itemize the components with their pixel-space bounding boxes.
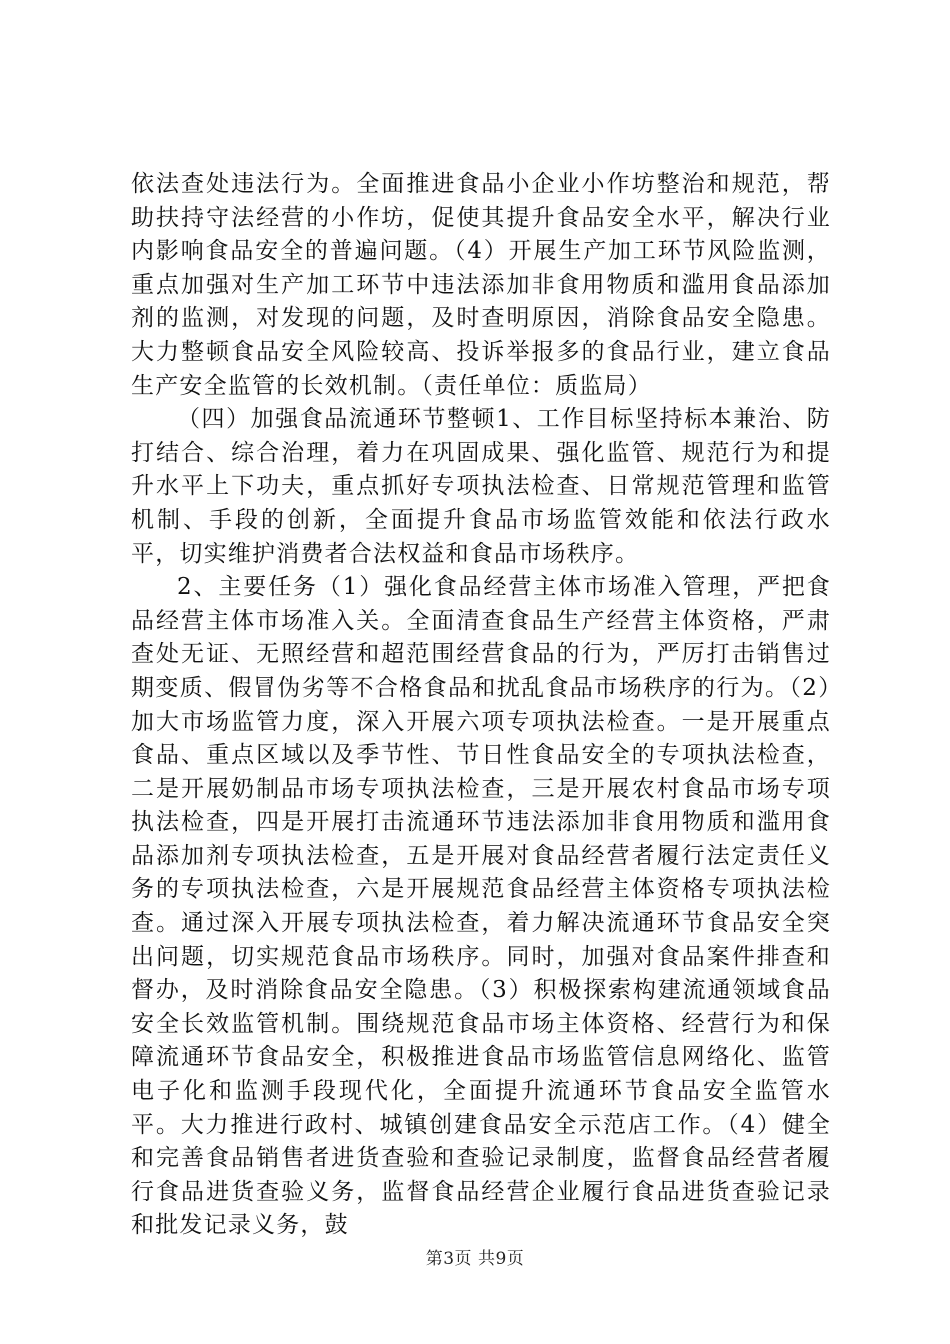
body-paragraph-3: 2、主要任务（1）强化食品经营主体市场准入管理，严把食品经营主体市场准入关。全面清查食品生产经营主体资格，严肃查处无证、无照经营和超范围经营食品的行为，严厉打击销售过期变质、假冒伪劣等不合格食品和扰乱食品市场秩序的行为。（2）加大市场监管力度，深入开展六项专项执法检查。一是开展重点食品、重点区域以及季节性、节日性食品安全的专项执法检查，二是开展奶制品市场专项执法检查，三是开展农村食品市场专项执法检查，四是开展打击流通环节违法添加非食用物质和滥用食品添加剂专项执法检查，五是开展对食品经营者履行法定责任义务的专项执法检查，六是开展规范食品经营主体资格专项执法检查。通过深入开展专项执法检查，着力解决流通环节食品安全突出问题，切实规范食品市场秩序。同时，加强对食品案件排查和督办，及时消除食品安全隐患。（3）积极探索构建流通领域食品安全长效监管机制。围绕规范食品市场主体资格、经营行为和保障流通环节食品安全，积极推进食品市场监管信息网络化、监管电子化和监测手段现代化，全面提升流通环节食品安全监管水平。大力推进行政村、城镇创建食品安全示范店工作。（4）健全和完善食品销售者进货查验和查验记录制度，监督食品经营者履行食品进货查验义务，监督食品经营企业履行食品进货查验记录和批发记录义务，鼓 <box>131 574 831 1239</box>
document-body <box>131 168 831 1243</box>
body-paragraph-1: 依法查处违法行为。全面推进食品小企业小作坊整治和规范，帮助扶持守法经营的小作坊，促使其提升食品安全水平，解决行业内影响食品安全的普遍问题。（4）开展生产加工环节风险监测，重点加强对生产加工环节中违法添加非食用物质和滥用食品添加剂的监测，对发现的问题，及时查明原因，消除食品安全隐患。大力整顿食品安全风险较高、投诉举报多的食品行业，建立食品生产安全监管的长效机制。（责任单位：质监局） <box>131 171 831 399</box>
body-paragraph-2: （四）加强食品流通环节整顿1、工作目标坚持标本兼治、防打结合、综合治理，着力在巩固成果、强化监管、规范行为和提升水平上下功夫，重点抓好专项执法检查、日常规范管理和监管机制、手段的创新，全面提升食品市场监管效能和依法行政水平，切实维护消费者合法权益和食品市场秩序。 <box>131 406 831 567</box>
page-footer: 第3页 共9页 <box>425 1249 525 1269</box>
